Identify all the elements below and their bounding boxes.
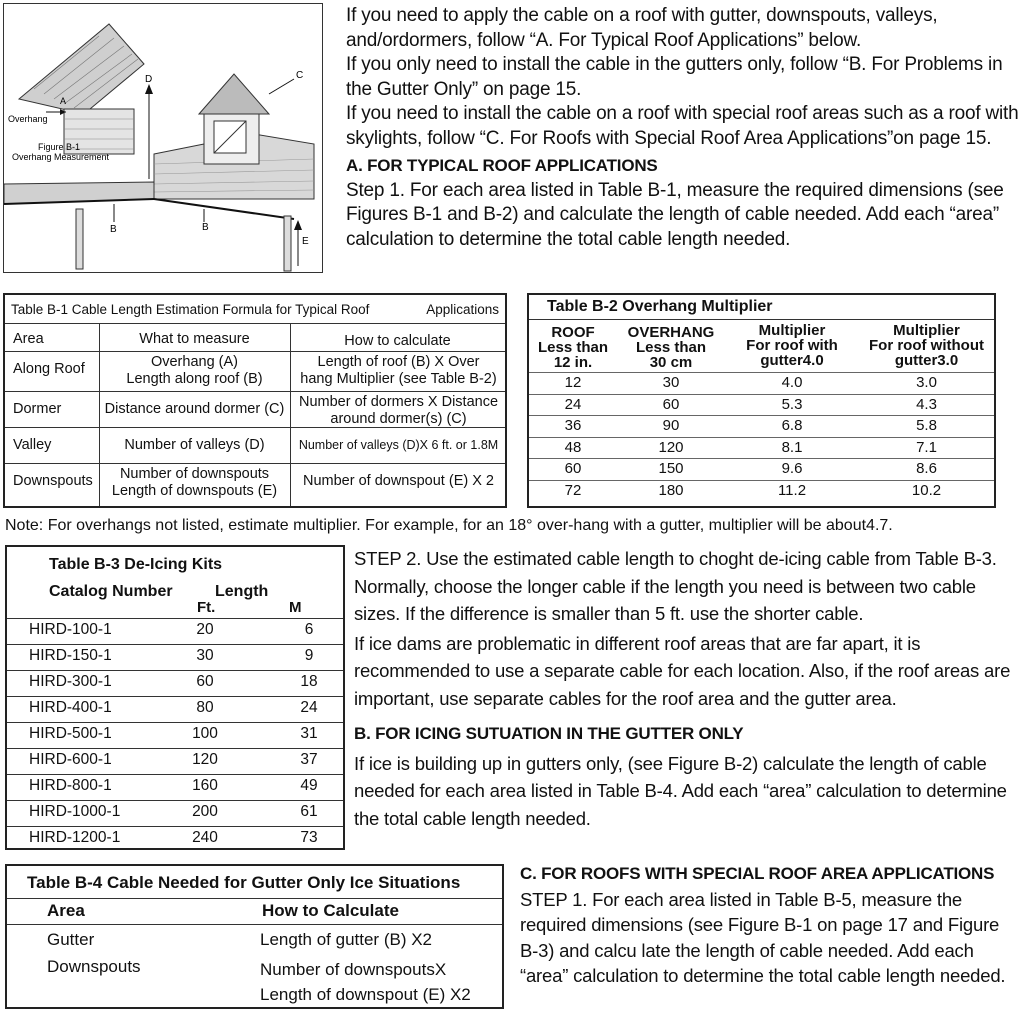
table-b3-catalog-number: HIRD-150-1: [29, 647, 112, 664]
figure-b1-illustration: [3, 3, 323, 273]
table-b1-row-calc: Number of dormers X Distance around dormer(s) (C): [298, 394, 499, 427]
table-b3-catalog-number: HIRD-400-1: [29, 699, 112, 716]
table-b2-cell: 9.6: [781, 460, 803, 477]
table-b3-row-divider: [7, 748, 343, 749]
figure-caption-2: Overhang Measurement: [12, 152, 110, 162]
table-b2-cell: 7.1: [916, 438, 937, 456]
table-b2-title: Table B-2 Overhang Multiplier: [547, 298, 773, 315]
table-b4-title: Table B-4 Cable Needed for Gutter Only Ice Situations: [27, 873, 461, 892]
table-b2-header-col: OVERHANG Less than 30 cm: [627, 324, 715, 371]
table-b2-row-divider: [529, 415, 994, 416]
gutter-only-paragraph: If ice is building up in gutters only, (see Figure B-2) calculate the length of cable needed for each area listed in Table B-4. Add each “area” calculation to determine the total cable length needed.: [354, 752, 1007, 829]
step2-paragraph: STEP 2. Use the estimated cable length to choght de-icing cable from Table B-3. Normally, choose the longer cable if the length you need is between two cable sizes. If the difference is smaller than 5 ft. use the shorter cable.: [354, 548, 997, 624]
table-b3-title: Table B-3 De-Icing Kits: [49, 556, 223, 573]
table-b2-cell: 30: [662, 374, 680, 391]
table-b2-cell: 10.2: [911, 481, 942, 499]
table-b2-row-divider: [529, 437, 994, 438]
table-b3-catalog-number: HIRD-500-1: [29, 725, 112, 742]
table-b2-cell: 12: [564, 374, 582, 391]
table-b3-row-divider: [7, 774, 343, 775]
table-b3-length-m: 49: [300, 777, 318, 794]
table-b2-cell: 5.8: [916, 417, 937, 434]
table-b2-cell: 36: [564, 417, 582, 434]
table-b1-row-area: Downspouts: [13, 473, 93, 489]
table-b3-length-m: 61: [300, 803, 318, 820]
table-b3-header-m: M: [289, 599, 302, 616]
table-b4-row-downspouts-area: Downspouts: [47, 957, 141, 976]
table-b1: [3, 293, 507, 508]
figure-caption-1: Figure B-1: [38, 142, 81, 152]
table-b2: [527, 293, 996, 508]
table-b2-row-divider: [529, 480, 994, 481]
table-b3-length-ft: 160: [192, 777, 218, 794]
table-b2-cell: 4.0: [781, 374, 803, 391]
heading-c: C. FOR ROOFS WITH SPECIAL ROOF AREA APPLICATIONS: [520, 864, 995, 883]
table-b2-cell: 24: [564, 395, 582, 413]
table-b1-title-right: Applications: [426, 302, 499, 317]
table-b1-row-area: Dormer: [13, 401, 62, 417]
table-b3-catalog-number: HIRD-100-1: [29, 621, 112, 638]
table-b2-cell: 180: [658, 481, 684, 499]
table-b2-row-divider: [529, 458, 994, 459]
intro-paragraph-1: If you need to apply the cable on a roof with gutter, downspouts, valleys, and/ordormers, follow “A. For Typical Roof Applications” below.: [346, 5, 938, 51]
table-b3-length-ft: 200: [192, 803, 218, 820]
table-b4-header-calc: How to Calculate: [262, 901, 399, 920]
table-b3-length-ft: 120: [192, 751, 218, 768]
overhang-label: Overhang: [8, 114, 48, 124]
ice-dams-paragraph: If ice dams are problematic in different roof areas that are far apart, it is recommended to use a separate cable for each location. Also, if the roof areas are important, use separate cables for the roof area and the gutter area.: [354, 632, 1011, 709]
label-e: E: [302, 236, 309, 247]
intro-text: [346, 4, 1022, 252]
table-b3-length-m: 24: [300, 699, 318, 716]
table-b3-catalog-number: HIRD-300-1: [29, 673, 112, 690]
table-b3-catalog-number: HIRD-600-1: [29, 751, 112, 768]
section-c-step1: STEP 1. For each area listed in Table B-5, measure the required dimensions (see Figure B-1 on page 17 and Figure B-3) and calcu late the length of cable needed. Add each “area” calculation to determine the total cable length needed.: [520, 888, 1006, 986]
table-b3-header-catalog: Catalog Number: [49, 583, 173, 600]
table-b2-header-col: Multiplier For roof without gutter3.0: [869, 322, 984, 369]
table-b2-cell: 60: [564, 460, 582, 477]
table-b2-cell: 5.3: [781, 395, 803, 413]
table-b2-cell: 6.8: [781, 417, 803, 434]
table-b2-cell: 8.6: [916, 460, 937, 477]
table-b3-length-m: 6: [304, 621, 314, 638]
label-c: C: [296, 70, 304, 81]
roof-diagram: [4, 4, 323, 273]
table-b2-row-divider: [529, 394, 994, 395]
table-b2-row-divider: [529, 372, 994, 373]
table-b2-cell: 150: [658, 460, 684, 477]
table-b3-row-divider: [7, 696, 343, 697]
step1-text: Step 1. For each area listed in Table B-1, measure the required dimensions (see Figures B-1 and B-2) and calculate the length of cable needed. Add each “area” calculation to determine the total cable length needed.: [346, 179, 1004, 250]
table-b3-header-ft: Ft.: [197, 599, 216, 616]
table-b3-length-m: 18: [300, 673, 318, 690]
table-b3-row-divider: [7, 722, 343, 723]
table-b1-row-calc: Number of valleys (D)X 6 ft. or 1.8M: [298, 438, 499, 452]
table-b3-length-ft: 100: [192, 725, 218, 742]
table-b3-length-m: 9: [304, 647, 314, 664]
table-b2-cell: 120: [658, 438, 684, 456]
table-b3-length-ft: 20: [196, 621, 214, 638]
table-b3-row-divider: [7, 826, 343, 827]
table-b1-row-measure: Number of valleys (D): [124, 437, 265, 453]
table-b4-row-gutter-area: Gutter: [47, 930, 95, 949]
table-b1-row-area: Along Roof: [13, 361, 85, 377]
table-b2-cell: 72: [564, 481, 582, 499]
table-b1-title: Table B-1 Cable Length Estimation Formula for Typical Roof: [11, 302, 370, 317]
table-b3-length-ft: 60: [196, 673, 214, 690]
step2-text: [354, 545, 1022, 832]
heading-a: A. FOR TYPICAL ROOF APPLICATIONS: [346, 156, 658, 175]
table-b2-cell: 8.1: [781, 438, 803, 456]
table-b1-header-measure: What to measure: [139, 331, 250, 347]
table-b3-length-m: 37: [300, 751, 318, 768]
table-b2-cell: 60: [662, 395, 680, 413]
table-b2-cell: 90: [662, 417, 680, 434]
table-b1-row-measure: Number of downspouts Length of downspouts (E): [111, 466, 278, 499]
table-b3-catalog-number: HIRD-1200-1: [29, 829, 121, 846]
table-b3-row-divider: [7, 670, 343, 671]
table-b4-row-downspouts-calc: Number of downspoutsX Length of downspout (E) X2: [260, 960, 471, 1004]
table-b3-catalog-number: HIRD-800-1: [29, 777, 112, 794]
intro-paragraph-2: If you only need to install the cable in the gutters only, follow “B. For Problems in the Gutter Only” on page 15.: [346, 54, 1003, 100]
table-b2-header-col: ROOF Less than 12 in.: [537, 324, 609, 371]
table-b2-cell: 48: [564, 438, 582, 456]
table-b1-row-calc: Number of downspout (E) X 2: [302, 473, 494, 489]
table-b4-row-gutter-calc: Length of gutter (B) X2: [260, 930, 432, 949]
table-b3-length-m: 73: [300, 829, 318, 846]
table-b3-header-length: Length: [215, 583, 269, 600]
table-b4: [5, 864, 504, 1009]
table-b3-length-ft: 240: [192, 829, 218, 846]
table-b1-header-calc: How to calculate: [344, 333, 451, 349]
table-b1-row-measure: Distance around dormer (C): [104, 401, 285, 417]
table-b1-row-area: Valley: [13, 437, 52, 453]
table-b1-row-measure: Overhang (A) Length along roof (B): [126, 354, 263, 387]
table-b3: [5, 545, 345, 850]
label-d: D: [145, 74, 153, 85]
table-b3-row-divider: [7, 800, 343, 801]
table-b3-length-ft: 80: [196, 699, 214, 716]
table-b2-header-col: Multiplier For roof with gutter4.0: [746, 322, 838, 369]
table-b2-cell: 3.0: [916, 374, 937, 391]
table-b3-row-divider: [7, 644, 343, 645]
table-b3-row-divider: [7, 618, 343, 619]
table-b3-length-m: 31: [300, 725, 318, 742]
label-a: A: [60, 96, 67, 106]
intro-paragraph-3: If you need to install the cable on a roof with special roof areas such as a roof with skylights, follow “C. For Roofs with Special Roof Area Applications”on page 15.: [346, 103, 1019, 149]
table-b1-row-calc: Length of roof (B) X Over hang Multiplier (see Table B-2): [300, 354, 497, 387]
section-c-text: [520, 861, 1020, 989]
table-b2-cell: 11.2: [777, 481, 807, 499]
table-b2-cell: 4.3: [916, 395, 937, 413]
table-b3-catalog-number: HIRD-1000-1: [29, 803, 121, 820]
table-b1-header-area: Area: [13, 331, 44, 347]
label-b2: B: [202, 222, 209, 233]
table-b4-header-area: Area: [47, 901, 85, 920]
note-text: Note: For overhangs not listed, estimate multiplier. For example, for an 18° over-hang with a gutter, multiplier will be about4.7.: [5, 517, 893, 534]
label-b1: B: [110, 224, 117, 235]
heading-b: B. FOR ICING SUTUATION IN THE GUTTER ONLY: [354, 724, 744, 743]
table-b3-length-ft: 30: [196, 647, 214, 664]
